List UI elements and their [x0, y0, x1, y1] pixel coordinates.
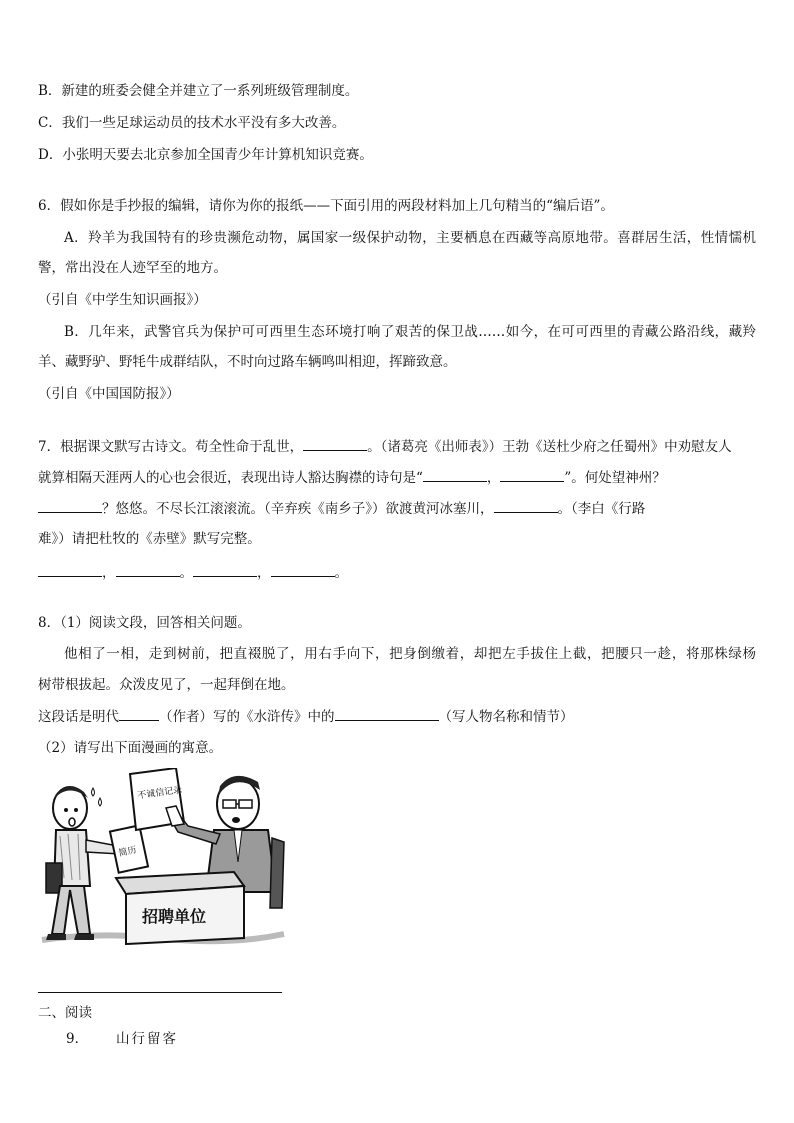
q6-material-b-source: （引自《中国国防报》）	[38, 386, 180, 402]
q7-text: ，	[102, 565, 116, 581]
answer-blank[interactable]	[303, 437, 367, 451]
section-divider	[38, 992, 282, 993]
q8-text: （作者）写的《水浒传》中的	[159, 709, 335, 725]
q5-option-c: C．我们一些足球运动员的技术水平没有多大改善。	[38, 115, 346, 131]
q7-text: 就算相隔天涯两人的心也会很近，表现出诗人豁达胸襟的诗句是“	[38, 470, 423, 486]
q8-text: 这段话是明代	[38, 709, 119, 725]
answer-blank[interactable]	[193, 563, 257, 577]
q8-text: （写人物名称和情节）	[438, 709, 574, 725]
q9-number: 9．	[66, 1031, 89, 1047]
q6-material-a-line2: 警，常出没在人迹罕至的地方。	[38, 260, 227, 276]
q8-stem: 8．（1）阅读文段，回答相关问题。	[38, 615, 251, 631]
answer-blank[interactable]	[271, 563, 335, 577]
answer-blank[interactable]	[500, 468, 564, 482]
answer-blank[interactable]	[38, 499, 102, 513]
q7-text: ？悠悠。不尽长江滚滚流。（辛弃疾《南乡子》）欲渡黄河冰塞川，	[102, 501, 494, 517]
q7-text: 。	[334, 565, 348, 581]
q5-option-b: B．新建的班委会健全并建立了一系列班级管理制度。	[38, 83, 359, 99]
q8-passage-line2: 树带根拔起。众泼皮见了，一起拜倒在地。	[38, 677, 295, 693]
q7-line4: 难》）请把杜牧的《赤壁》默写完整。	[38, 531, 261, 547]
answer-blank[interactable]	[38, 563, 102, 577]
q8-part2: （2）请写出下面漫画的寓意。	[38, 740, 223, 756]
cartoon-desk-label: 招聘单位	[142, 907, 207, 926]
cartoon-folder-label: 简历	[117, 845, 138, 860]
answer-blank[interactable]	[494, 499, 558, 513]
q7-text: 。（李白《行路	[557, 501, 646, 517]
q6-material-b-line2: 羊、藏野驴、野牦牛成群结队，不时向过路车辆鸣叫相迎，挥蹄致意。	[38, 354, 457, 370]
cartoon-paper-label: 不诚信记录	[136, 785, 183, 802]
q7-text: 7．根据课文默写古诗文。苟全性命于乱世，	[38, 439, 304, 455]
q7-line2	[38, 468, 666, 487]
q5-option-d: D．小张明天要去北京参加全国青少年计算机知识竞赛。	[38, 147, 373, 163]
q7-line3	[38, 499, 645, 518]
q7-text: 。	[179, 565, 193, 581]
q7-text: ”。何处望神州？	[564, 470, 666, 486]
q6-material-b-line1: B．几年来，武警官兵为保护可可西里生态环境打响了艰苦的保卫战……如今，在可可西里的青藏公路沿线，藏羚	[64, 324, 756, 340]
cartoon-illustration	[38, 768, 288, 958]
section-title-reading: 二、阅读	[38, 1005, 92, 1021]
q7-text: ，	[486, 470, 501, 486]
q7-line1	[38, 437, 732, 456]
answer-blank[interactable]	[423, 468, 487, 482]
q6-material-a-source: （引自《中学生知识画报》）	[38, 292, 207, 308]
answer-blank[interactable]	[119, 707, 159, 721]
answer-blank[interactable]	[335, 707, 439, 721]
q8-question	[38, 707, 574, 726]
q6-material-a-line1: A．羚羊为我国特有的珍贵濒危动物，属国家一级保护动物，主要栖息在西藏等高原地带。喜群居生活，性情懦机	[64, 230, 756, 246]
q7-text: 。（诸葛亮《出师表》）王勃《送杜少府之任蜀州》中劝慰友人	[367, 439, 732, 455]
answer-blank[interactable]	[116, 563, 180, 577]
q9-title: 山行留客	[116, 1031, 178, 1047]
q6-stem: 6．假如你是手抄报的编辑，请你为你的报纸——下面引用的两段材料加上几句精当的“编后语”。	[38, 198, 614, 214]
q8-passage-line1: 他相了一相，走到树前，把直裰脱了，用右手向下，把身倒缴着，却把左手拔住上截，把腰只一趁，将那株绿杨	[64, 646, 756, 662]
q7-line5	[38, 563, 348, 582]
q7-text: ，	[257, 565, 271, 581]
